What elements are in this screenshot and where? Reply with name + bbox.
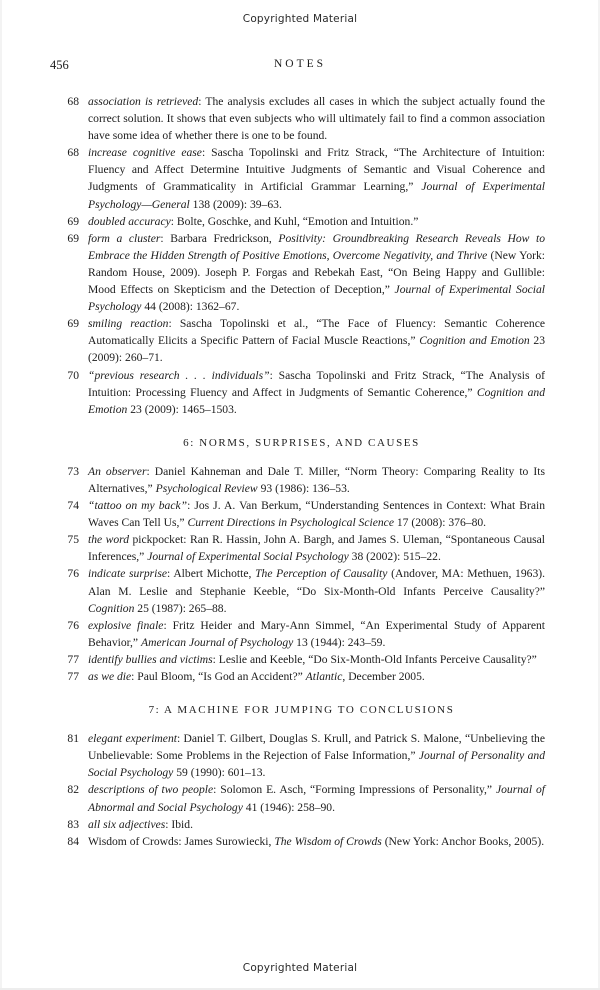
note-entry [58, 617, 545, 651]
note-entry [58, 668, 545, 685]
note-entry [58, 565, 545, 616]
note-page-number: 69 [67, 317, 79, 331]
note-text: “previous research . . . individuals”: Sascha Topolinski and Fritz Strack, “The Analysis of Intuition: Processing Fluency and Affect in Judgments of Semantic Coherence,” Cognition and Emotion 23 (2009): 1465–1503. [88, 368, 546, 416]
note-text: “tattoo on my back”: Jos J. A. Van Berkum, “Understanding Sentences in Context: What Brain Waves Can Tell Us,” Current Directions in Psychological Science 17 (2008): 376–80. [88, 499, 545, 530]
note-entry [58, 781, 545, 815]
note-page-number: 84 [67, 834, 79, 848]
note-entry [58, 497, 545, 531]
note-page-number: 83 [67, 817, 79, 831]
section-heading: 7: A MACHINE FOR JUMPING TO CONCLUSIONS [148, 704, 455, 717]
note-entry [58, 531, 545, 565]
note-page-number: 76 [67, 618, 79, 632]
section-heading: 6: NORMS, SURPRISES, AND CAUSES [183, 436, 420, 449]
note-page-number: 68 [67, 95, 79, 108]
note-text: descriptions of two people: Solomon E. Asch, “Forming Impressions of Personality,” Journal of Abnormal and Social Psychology 41 (1946): 258–90. [88, 783, 545, 814]
note-page-number: 69 [67, 214, 79, 228]
note-text: all six adjectives: Ibid. [88, 817, 193, 831]
note-page-number: 76 [67, 567, 79, 581]
note-entry [58, 93, 545, 144]
note-text: as we die: Paul Bloom, “Is God an Accident?” Atlantic, December 2005. [88, 670, 425, 683]
note-page-number: 77 [67, 670, 79, 683]
note-page-number: 81 [67, 732, 79, 746]
note-entry [58, 651, 545, 668]
note-text: increase cognitive ease: Sascha Topolinski and Fritz Strack, “The Architecture of Intuition: Fluency and Affect Determine Intuitive Judgments of Semantic and Visual Coherence and Judgments of Grammaticality in Artificial Grammar Learning,” Journal of Experimental Psychology—General 138 (2009): 39–63. [88, 146, 546, 211]
note-page-number: 82 [67, 783, 79, 797]
copyright-notice-top: Copyrighted Material [242, 13, 358, 25]
running-head: NOTES [273, 58, 327, 70]
note-page-number: 69 [67, 231, 79, 245]
note-text: indicate surprise: Albert Michotte, The Perception of Causality (Andover, MA: Methuen, 1963). Alan M. Leslie and Stephanie Keeble, “Do Six-Month-Old Infants Perceive Causality?” Cognition 25 (1987): 265–88. [88, 567, 546, 615]
note-page-number: 70 [67, 368, 79, 382]
note-text: Wisdom of Crowds: James Surowiecki, The Wisdom of Crowds (New York: Anchor Books, 2005). [88, 834, 545, 848]
note-entry [58, 315, 545, 366]
note-page-number: 73 [67, 464, 79, 478]
note-text: the word pickpocket: Ran R. Hassin, John A. Bargh, and James S. Uleman, “Spontaneous Causal Inferences,” Journal of Experimental Social Psychology 38 (2002): 515–22. [88, 533, 545, 564]
page-number: 456 [50, 58, 69, 72]
notes-list [0, 93, 600, 850]
copyright-notice-bottom: Copyrighted Material [242, 962, 358, 974]
note-text: form a cluster: Barbara Fredrickson, Positivity: Groundbreaking Research Reveals How to Embrace the Hidden Strength of Positive Emotions, Overcome Negativity, and Thrive (New York: Random House, 2009). Joseph P. Forgas and Rebekah East, “On Being Happy and Gullible: Mood Effects on Skepticism and the Detection of Deception,” Journal of Experimental Social Psychology 44 (2008): 1362–67. [88, 231, 545, 314]
note-text: association is retrieved: The analysis excludes all cases in which the subject actually found the correct solution. It shows that even subjects who will ultimately fail to find a common association have some idea of whether there is one to be found. [88, 95, 545, 143]
note-entry [58, 230, 545, 315]
note-entry [58, 833, 545, 850]
note-text: elegant experiment: Daniel T. Gilbert, Douglas S. Krull, and Patrick S. Malone, “Unbelieving the Unbelievable: Some Problems in the Rejection of False Information,” Journal of Personality and Social Psychology 59 (1990): 601–13. [88, 732, 546, 780]
note-text: doubled accuracy: Bolte, Goschke, and Kuhl, “Emotion and Intuition.” [88, 214, 419, 228]
note-entry [58, 367, 545, 418]
note-page-number: 75 [67, 533, 79, 547]
note-text: identify bullies and victims: Leslie and Keeble, “Do Six-Month-Old Infants Perceive Causality?” [88, 652, 537, 666]
note-entry [58, 144, 545, 212]
note-page-number: 68 [67, 146, 79, 160]
note-text: explosive finale: Fritz Heider and Mary-Ann Simmel, “An Experimental Study of Apparent Behavior,” American Journal of Psychology 13 (1944): 243–59. [88, 618, 546, 649]
note-text: An observer: Daniel Kahneman and Dale T. Miller, “Norm Theory: Comparing Reality to Its Alternatives,” Psychological Review 93 (1986): 136–53. [88, 464, 545, 495]
note-text: smiling reaction: Sascha Topolinski et al., “The Face of Fluency: Semantic Coherence Automatically Elicits a Specific Pattern of Facial Muscle Reactions,” Cognition and Emotion 23 (2009): 260–71. [88, 317, 545, 365]
note-entry [58, 816, 545, 833]
note-page-number: 74 [67, 499, 79, 513]
note-entry [58, 730, 545, 781]
page-header [0, 58, 600, 73]
note-page-number: 77 [67, 652, 79, 666]
note-entry [58, 213, 545, 230]
note-entry [58, 463, 545, 497]
